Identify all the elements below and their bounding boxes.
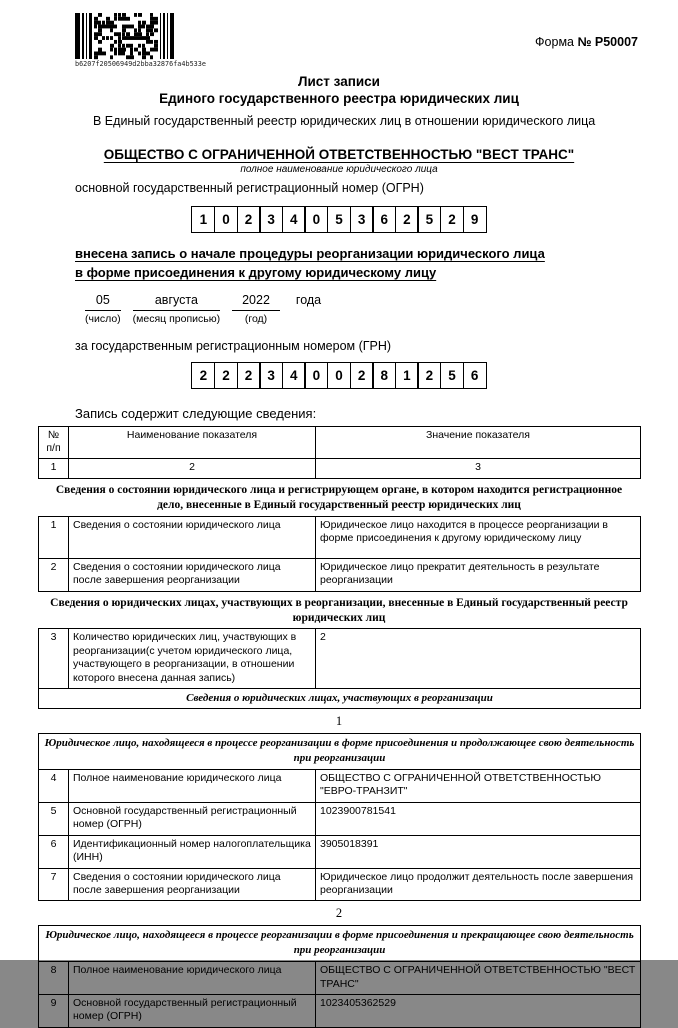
- form-word: Форма: [535, 35, 578, 49]
- indicators-table-header: [38, 426, 641, 479]
- column-header-value: Значение показателя: [316, 426, 641, 459]
- block1-title: Юридическое лицо, находящееся в процессе реорганизации в форме присоединения и продолжающее свою деятельность при реорганизации: [39, 734, 641, 770]
- barcode-icon: [75, 13, 175, 59]
- intro-paragraph: В Единый государственный реестр юридических лиц в отношении юридического лица: [93, 114, 596, 128]
- grn-digit-cell: 2: [214, 362, 238, 389]
- row-value: 1023900781541: [316, 802, 641, 835]
- column-number: 3: [316, 459, 641, 478]
- grn-digit-cell: 2: [350, 362, 374, 389]
- section-title-participants: Сведения о юридических лицах, участвующих в реорганизации, внесенные в Единый государственный реестр юридических лиц: [50, 596, 628, 624]
- grn-digit-cell: 1: [395, 362, 419, 389]
- ogrn-label: основной государственный регистрационный номер (ОГРН): [75, 180, 424, 195]
- table-row: [39, 962, 641, 995]
- document-subtitle: Единого государственного реестра юридических лиц: [159, 91, 519, 106]
- ogrn-digit-cell: 5: [327, 206, 351, 233]
- grn-digit-cell: 5: [440, 362, 464, 389]
- table-row: [39, 802, 641, 835]
- record-contents-intro: Запись содержит следующие сведения:: [75, 405, 317, 421]
- ogrn-digit-cell: 1: [191, 206, 215, 233]
- date-year-value: 2022: [232, 293, 280, 311]
- date-day-value: 05: [85, 293, 121, 311]
- grn-digit-cell: 6: [463, 362, 487, 389]
- ogrn-digit-cell: 3: [350, 206, 374, 233]
- row-number: 6: [39, 835, 69, 868]
- row-number: 8: [39, 962, 69, 995]
- row-name: Полное наименование юридического лица: [69, 769, 316, 802]
- table-row: [39, 516, 641, 558]
- document-header-row: [0, 0, 678, 68]
- block2-title: Юридическое лицо, находящееся в процессе реорганизации в форме присоединения и прекращающее свою деятельность при реорганизации: [39, 926, 641, 962]
- section-title-legal-state: Сведения о состоянии юридического лица и регистрирующем органе, в котором находится регистрационное дело, внесенные в Единый государственный реестр юридических лиц: [55, 483, 623, 511]
- table-row: [39, 995, 641, 1028]
- date-month-field: [133, 293, 220, 325]
- ogrn-digit-cell: 6: [372, 206, 396, 233]
- row-value: 1023405362529: [316, 995, 641, 1028]
- grn-digit-cell: 4: [282, 362, 306, 389]
- grn-digit-cell: 0: [304, 362, 328, 389]
- record-statement-line2: в форме присоединения к другому юридическому лицу: [75, 265, 437, 280]
- row-name: Идентификационный номер налогоплательщика (ИНН): [69, 835, 316, 868]
- legal-state-table: [38, 516, 641, 592]
- company-name-caption: полное наименование юридического лица: [240, 163, 438, 175]
- table-section-row: [39, 689, 641, 709]
- row-value: Юридическое лицо продолжит деятельность после завершения реорганизации: [316, 868, 641, 901]
- row-name: Сведения о состоянии юридического лица после завершения реорганизации: [69, 558, 316, 591]
- ogrn-digit-cell: 2: [395, 206, 419, 233]
- row-name: Сведения о состоянии юридического лица после завершения реорганизации: [69, 868, 316, 901]
- grn-digit-cell: 2: [417, 362, 441, 389]
- block2-title-row: [39, 926, 641, 962]
- table-row: [39, 835, 641, 868]
- row-value: ОБЩЕСТВО С ОГРАНИЧЕННОЙ ОТВЕТСТВЕННОСТЬЮ "ВЕСТ ТРАНС": [316, 962, 641, 995]
- row-value: 2: [316, 629, 641, 689]
- ogrn-digit-boxes: [0, 206, 678, 233]
- ogrn-digit-cell: 9: [463, 206, 487, 233]
- row-name: Основной государственный регистрационный номер (ОГРН): [69, 995, 316, 1028]
- row-value: 3905018391: [316, 835, 641, 868]
- row-name: Сведения о состоянии юридического лица: [69, 516, 316, 558]
- grn-digit-cell: 2: [237, 362, 261, 389]
- barcode-block: [75, 13, 206, 68]
- row-number: 7: [39, 868, 69, 901]
- block1-table: [38, 733, 641, 901]
- date-year-word: года: [295, 292, 322, 307]
- ogrn-digit-cell: 0: [304, 206, 328, 233]
- ogrn-digit-cell: 2: [440, 206, 464, 233]
- record-statement: [75, 244, 623, 283]
- participants-count-table: [38, 628, 641, 709]
- row-number: 5: [39, 802, 69, 835]
- date-year-label: (год): [244, 312, 268, 325]
- section-title-participants-inline: Сведения о юридических лицах, участвующих в реорганизации: [39, 689, 641, 709]
- date-month-label: (месяц прописью): [132, 312, 221, 325]
- row-name: Полное наименование юридического лица: [69, 962, 316, 995]
- row-number: 4: [39, 769, 69, 802]
- form-number-label: [535, 35, 638, 49]
- row-number: 9: [39, 995, 69, 1028]
- grn-digit-boxes: [0, 362, 678, 389]
- column-header-num: № п/п: [39, 426, 69, 459]
- grn-digit-cell: 2: [191, 362, 215, 389]
- table-row: [39, 629, 641, 689]
- column-number: 2: [69, 459, 316, 478]
- row-value: Юридическое лицо находится в процессе реорганизации в форме присоединения к другому юридическому лицу: [316, 516, 641, 558]
- ogrn-digit-cell: 3: [259, 206, 283, 233]
- grn-digit-cell: 8: [372, 362, 396, 389]
- record-statement-line1: внесена запись о начале процедуры реорганизации юридического лица: [75, 245, 545, 261]
- date-day-field: [85, 293, 121, 325]
- block-number-1: 1: [335, 714, 343, 729]
- date-year-field: [232, 293, 280, 325]
- column-number: 1: [39, 459, 69, 478]
- document-title: Лист записи: [298, 74, 380, 89]
- grn-digit-cell: 0: [327, 362, 351, 389]
- form-number: № Р50007: [577, 35, 638, 49]
- ogrn-digit-cell: 5: [417, 206, 441, 233]
- date-month-value: августа: [133, 293, 220, 311]
- block1-title-row: [39, 734, 641, 770]
- barcode-text: b6207f20506949d2bba32876fa4b533e: [75, 60, 206, 68]
- ogrn-digit-cell: 2: [237, 206, 261, 233]
- table-header-row: [39, 426, 641, 459]
- table-row: [39, 769, 641, 802]
- block-number-2: 2: [335, 906, 343, 921]
- row-name: Количество юридических лиц, участвующих в реорганизации(с учетом юридического лица, участвующего в реорганизации, в отношении которого внесена данная запись): [69, 629, 316, 689]
- row-name: Основной государственный регистрационный номер (ОГРН): [69, 802, 316, 835]
- ogrn-digit-cell: 4: [282, 206, 306, 233]
- table-colnumber-row: [39, 459, 641, 478]
- row-value: Юридическое лицо прекратит деятельность в результате реорганизации: [316, 558, 641, 591]
- table-row: [39, 868, 641, 901]
- column-header-name: Наименование показателя: [69, 426, 316, 459]
- row-number: 2: [39, 558, 69, 591]
- block2-table: [38, 925, 641, 1027]
- row-number: 3: [39, 629, 69, 689]
- table-row: [39, 558, 641, 591]
- record-date: [85, 293, 678, 325]
- row-value: ОБЩЕСТВО С ОГРАНИЧЕННОЙ ОТВЕТСТВЕННОСТЬЮ "ЕВРО-ТРАНЗИТ": [316, 769, 641, 802]
- company-name: ОБЩЕСТВО С ОГРАНИЧЕННОЙ ОТВЕТСТВЕННОСТЬЮ "ВЕСТ ТРАНС": [103, 146, 575, 162]
- row-number: 1: [39, 516, 69, 558]
- grn-label: за государственным регистрационным номером (ГРН): [75, 338, 392, 353]
- date-day-label: (число): [85, 312, 121, 325]
- grn-digit-cell: 3: [259, 362, 283, 389]
- ogrn-digit-cell: 0: [214, 206, 238, 233]
